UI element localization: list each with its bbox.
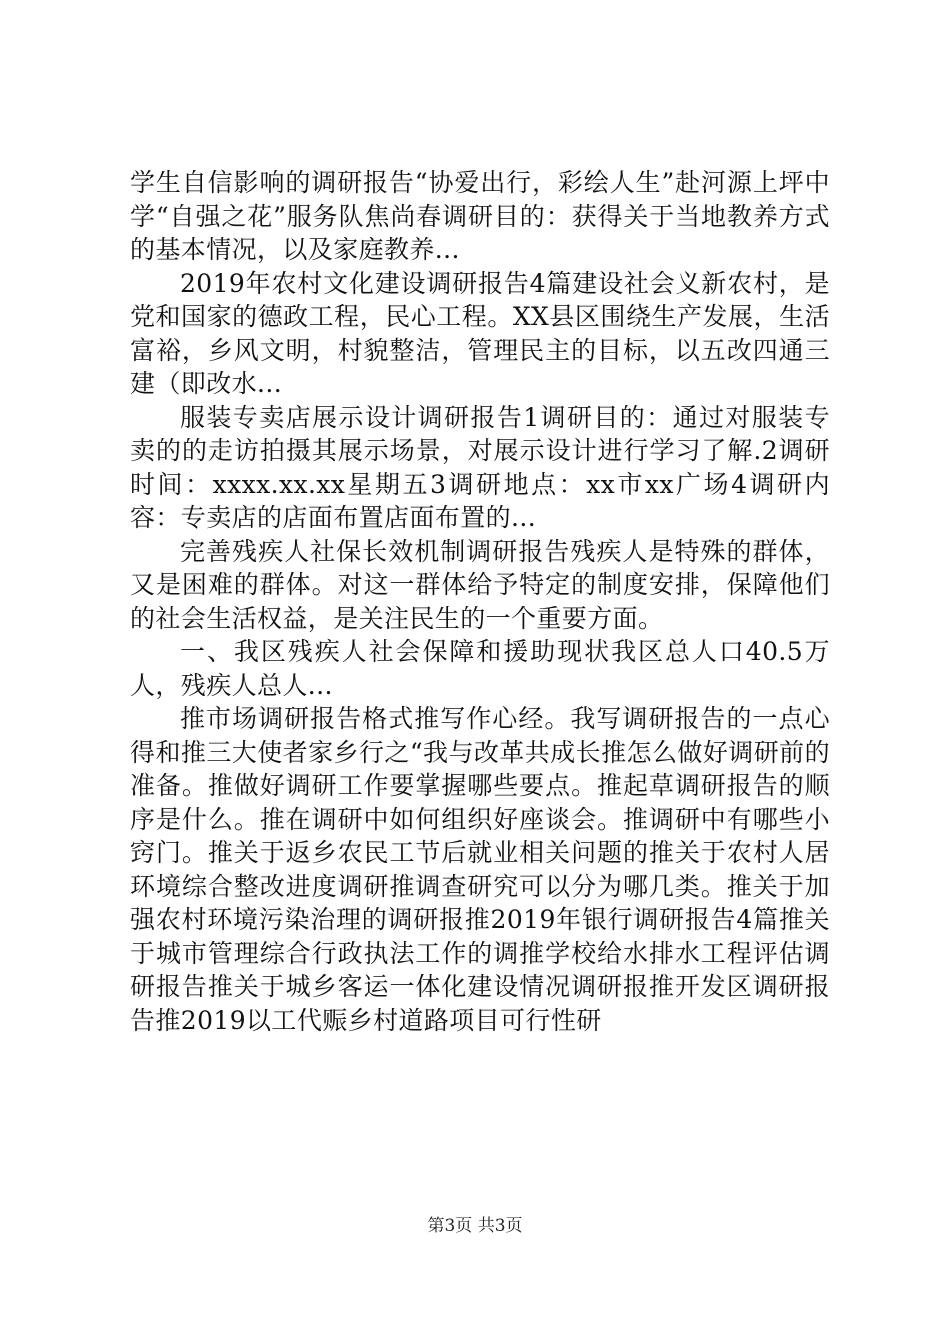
paragraph-1: 学生自信影响的调研报告“协爱出行，彩绘人生”赴河源上坪中学“自强之花”服务队焦尚春调研目的：获得关于当地教养方式的基本情况，以及家庭教养... — [130, 168, 830, 264]
paragraph-3: 服装专卖店展示设计调研报告1调研目的：通过对服装专卖的的走访拍摄其展示场景，对展示设计进行学习了解.2调研时间：xxxx.xx.xx星期五3调研地点：xx市xx广场4调研内容：专卖店的店面布置店面布置的... — [130, 402, 830, 532]
document-body — [130, 166, 830, 1037]
paragraph-2: 2019年农村文化建设调研报告4篇建设社会义新农村，是党和国家的德政工程，民心工程。XX县区围绕生产发展，生活富裕，乡风文明，村貌整洁，管理民主的目标，以五改四通三建（即改水... — [130, 268, 830, 398]
page-footer: 第3页 共3页 — [427, 1216, 523, 1236]
paragraph-5: 一、我区残疾人社会保障和援助现状我区总人口40.5万人，残疾人总人... — [130, 637, 830, 700]
paragraph-6: 推市场调研报告格式推写作心经。我写调研报告的一点心得和推三大使者家乡行之“我与改革共成长推怎么做好调研前的准备。推做好调研工作要掌握哪些要点。推起草调研报告的顺序是什么。推在调研中如何组织好座谈会。推调研中有哪些小窍门。推关于返乡农民工节后就业相关问题的推关于农村人居环境综合整改进度调研推调查研究可以分为哪几类。推关于加强农村环境污染治理的调研报推2019年银行调研报告4篇推关于城市管理综合行政执法工作的调推学校给水排水工程评估调研报告推关于城乡客运一体化建设情况调研报推开发区调研报告推2019以工代赈乡村道路项目可行性研 — [130, 704, 830, 1035]
paragraph-4: 完善残疾人社保长效机制调研报告残疾人是特殊的群体，又是困难的群体。对这一群体给予特定的制度安排，保障他们的社会生活权益，是关注民生的一个重要方面。 — [130, 536, 830, 633]
